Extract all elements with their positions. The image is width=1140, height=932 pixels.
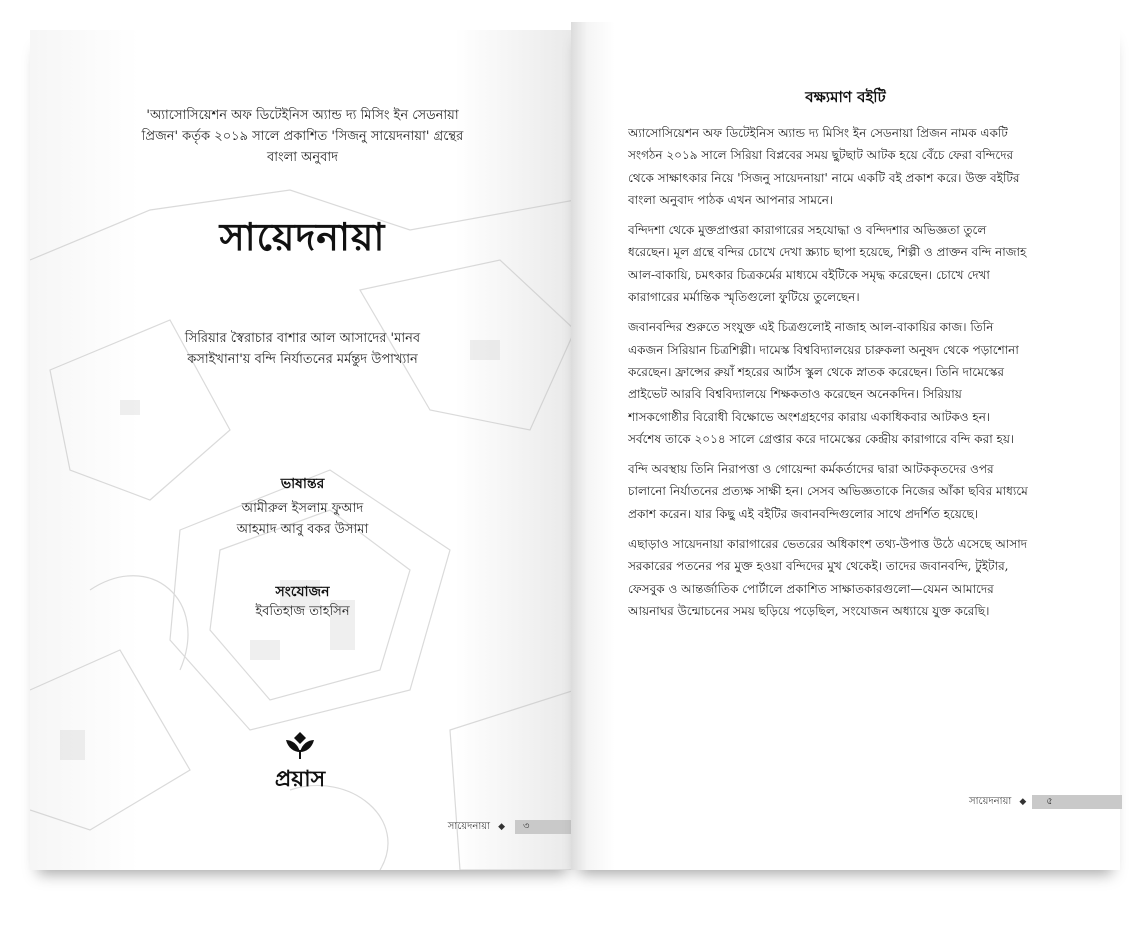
translation-heading: ভাষান্তর [280,476,325,492]
publisher-name: প্রয়াস [274,766,326,792]
text-line: ধরেছেন। মূল গ্রন্থে বন্দির চোখে দেখা স্ক্র্যাচ ছাপা হয়েছে, শিল্পী ও প্রাক্তন বন্দি নাজাহ [628,245,1027,260]
text-line: এছাড়াও সায়েদনায়া কারাগারের ভেতরের অধিকাংশ তথ্য-উপাত্ত উঠে এসেছে আসাদ [628,537,1028,552]
paragraph [628,219,1061,308]
translation-source-note [30,105,575,168]
text-line: করেছেন। ফ্রান্সের রুয়াঁ শহরের আর্টস স্কুল থেকে স্নাতক করেছেন। তিনি দামেস্কের [628,364,1004,379]
leaf-logo-icon [283,730,317,760]
left-page [30,30,575,870]
right-page [571,22,1120,870]
text-line: বাংলা অনুবাদ পাঠক এখন আপনার সামনে। [628,192,834,207]
text-line: অ্যাসোসিয়েশন অফ ডিটেইনিস অ্যান্ড দ্য মিসিং ইন সেডনায়া প্রিজন নামক একটি [628,126,1008,140]
compilation-heading: সংযোজন [275,584,330,600]
text-line: সরকারের পতনের পর মুক্ত হওয়া বন্দিদের মুখ থেকেই। তাদের জবানবন্দি, টুইটার, [628,559,1009,574]
right-page-footer [969,795,1122,809]
text-line: প্রাইভেট আরবি বিশ্ববিদ্যালয়ে শিক্ষকতাও করেছেন অনেকদিন। সিরিয়ায় [628,387,962,402]
translator-name: আমীরুল ইসলাম ফুআদ [241,501,364,516]
text-line: সংগঠন ২০১৯ সালে সিরিয়া বিপ্লবের সময় ছুটছাট আটক হয়ে বেঁচে ফেরা বন্দিদের [628,148,1014,163]
left-page-footer [448,820,575,834]
text-line: একজন সিরিয়ান চিত্রশিল্পী। দামেস্ক বিশ্ববিদ্যালয়ের চারুকলা অনুষদ থেকে পড়াশোনা [628,342,1019,357]
subtitle-line: কসাইখানা'য় বন্দি নির্যাতনের মর্মন্তুদ উপাখ্যান [187,352,418,367]
text-line: কারাগারের মর্মান্তিক স্মৃতিগুলো ফুটিয়ে তুলেছেন। [628,290,860,305]
book-title: সায়েদনায়া [219,214,386,259]
text-line: বন্দিদশা থেকে মুক্তপ্রাপ্তরা কারাগারের সহযোদ্ধা ও বন্দিদশার অভিজ্ঞতা তুলে [628,223,987,238]
paragraph [628,316,1061,450]
intro-line: 'অ্যাসোসিয়েশন অফ ডিটেইনিস অ্যান্ড দ্য মিসিং ইন সেডনায়া [146,108,459,123]
paragraph [628,533,1061,622]
section-heading: বক্ষ্যমাণ বইটি [805,88,886,106]
book-subtitle [30,328,575,370]
text-line: বন্দি অবস্থায় তিনি নিরাপত্তা ও গোয়েন্দা কর্মকর্তাদের দ্বারা আটককৃতদের ওপর [628,462,994,477]
publisher-logo [265,730,335,799]
diamond-icon: ◆ [498,822,505,832]
page-number-bar [515,820,575,834]
running-title: সায়েদনায়া [969,795,1012,807]
intro-line: প্রিজন' কর্তৃক ২০১৯ সালে প্রকাশিত 'সিজনু সায়েদনায়া' গ্রন্থের [141,129,464,144]
translator-name: আহমাদ আবু বকর উসামা [236,522,369,537]
subtitle-line: সিরিয়ার স্বৈরাচার বাশার আল আসাদের 'মানব [184,331,421,346]
paragraph [628,458,1061,525]
text-line: আয়নাঘর উন্মোচনের সময় ছড়িয়ে পড়েছিল, সংযোজন অধ্যায়ে যুক্ত করেছি। [628,603,990,618]
compiler-name: ইবতিহাজ তাহসিন [255,604,350,619]
page-number: ৩ [523,820,530,832]
paragraph [628,122,1061,211]
text-line: প্রকাশ করেন। যার কিছু এই বইটির জবানবন্দিগুলোর সাথে প্রদর্শিত হয়েছে। [628,506,979,521]
running-title: সায়েদনায়া [447,820,491,832]
page-number-bar [1032,795,1122,809]
translator-names [30,498,575,540]
text-line: সর্বশেষ তাকে ২০১৪ সালে গ্রেপ্তার করে দামেস্কের কেন্দ্রীয় কারাগারে বন্দি করা হয়। [628,431,1015,446]
text-line: জবানবন্দির শুরুতে সংযুক্ত এই চিত্রগুলোই নাজাহ আল-বাকায়ির কাজ। তিনি [628,320,994,335]
text-line: শাসকগোষ্ঠীর বিরোধী বিক্ষোভে অংশগ্রহণের কারায় একাধিকবার আটকও হন। [628,409,991,424]
text-line: আল-বাকায়ি, চমৎকার চিত্রকর্মের মাধ্যমে বইটিকে সমৃদ্ধ করেছেন। চোখে দেখা [628,267,990,282]
intro-line: বাংলা অনুবাদ [266,150,339,165]
text-line: ফেসবুক ও আন্তর্জাতিক পোর্টালে প্রকাশিত সাক্ষাতকারগুলো—যেমন আমাদের [628,581,994,596]
body-text [628,122,1061,630]
diamond-icon: ◆ [1019,797,1027,807]
text-line: থেকে সাক্ষাৎকার নিয়ে 'সিজনু সায়েদনায়া' নামে একটি বই প্রকাশ করে। উক্ত বইটির [628,170,1020,185]
text-line: চালানো নির্যাতনের প্রত্যক্ষ সাক্ষী হন। সেসব অভিজ্ঞতাকে নিজের আঁকা ছবির মাধ্যমে [628,484,1028,499]
page-number: ৫ [1046,795,1053,807]
